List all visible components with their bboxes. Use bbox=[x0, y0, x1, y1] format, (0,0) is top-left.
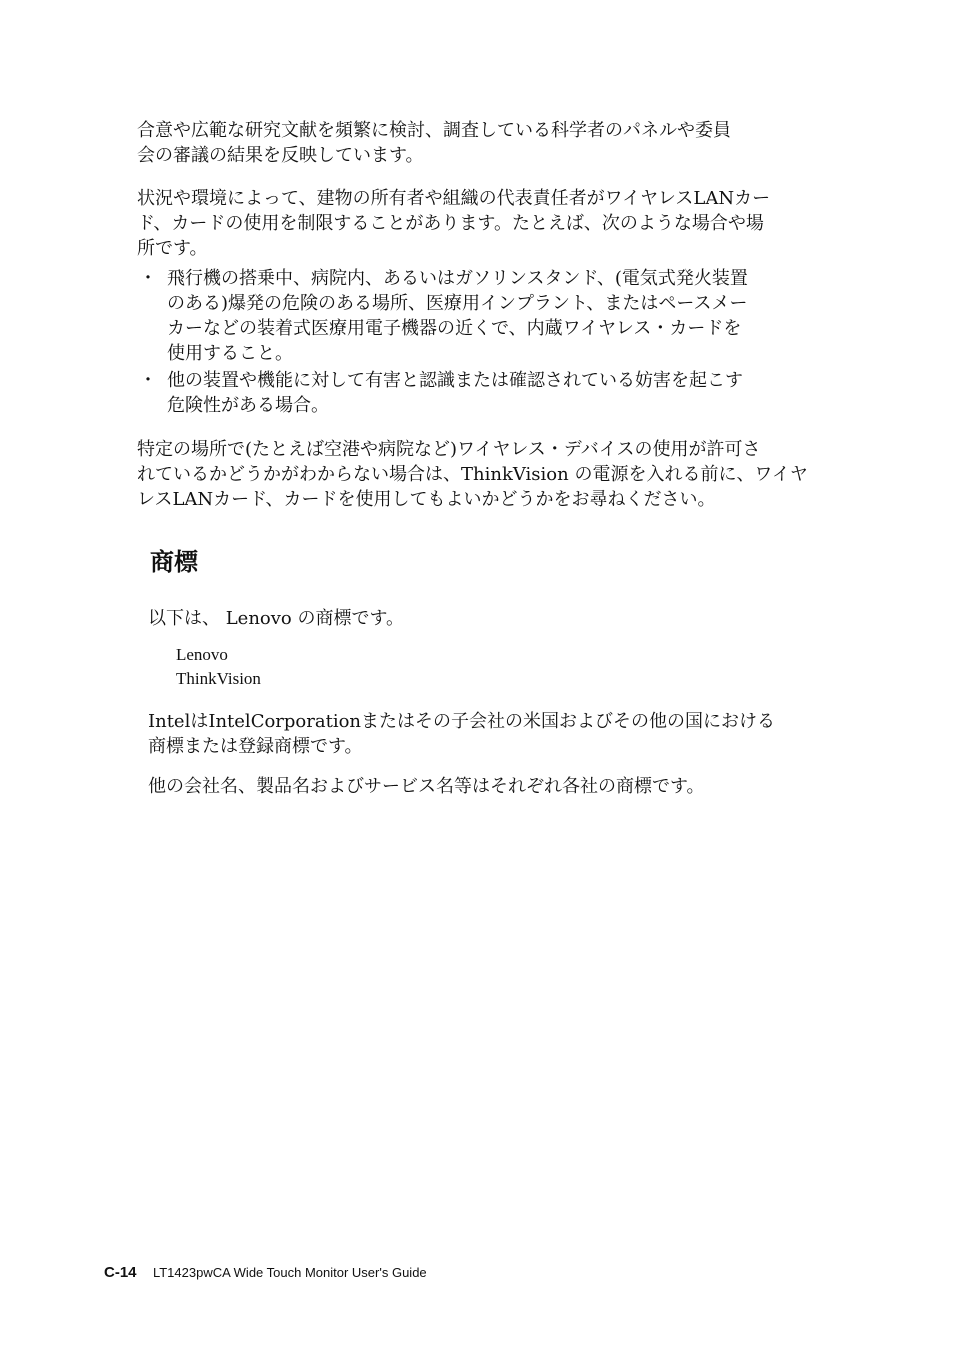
page-number: C-14 bbox=[104, 1264, 137, 1281]
text-line: 状況や環境によって、建物の所有者や組織の代表責任者がワイヤレスLANカー bbox=[137, 188, 771, 209]
text-line: のある)爆発の危険のある場所、医療用インプラント、またはペースメー bbox=[167, 293, 748, 314]
text-line: 特定の場所で(たとえば空港や病院など)ワイヤレス・デバイスの使用が許可さ bbox=[137, 439, 761, 460]
text-line: IntelはIntelCorporationまたはその子会社の米国およびその他の国における bbox=[148, 711, 776, 732]
paragraph-permission bbox=[137, 437, 808, 512]
text-line: ド、カードの使用を制限することがあります。たとえば、次のような場合や場 bbox=[137, 213, 764, 234]
text-line: 使用すること。 bbox=[167, 343, 293, 364]
trademark-item: ThinkVision bbox=[176, 669, 261, 688]
text-line: 飛行機の搭乗中、病院内、あるいはガソリンスタンド、(電気式発火装置 bbox=[167, 268, 748, 289]
text-line: カーなどの装着式医療用電子機器の近くで、内蔵ワイヤレス・カードを bbox=[167, 318, 742, 339]
text-line: 所です。 bbox=[137, 238, 208, 259]
paragraph-restrictions bbox=[137, 186, 770, 261]
text-line: 合意や広範な研究文献を頻繁に検討、調査している科学者のパネルや委員 bbox=[137, 120, 731, 141]
paragraph-other-trademarks: 他の会社名、製品名およびサービス名等はそれぞれ各社の商標です。 bbox=[148, 776, 705, 797]
bullet-mark: ・ bbox=[139, 268, 157, 289]
trademark-item: Lenovo bbox=[176, 645, 228, 664]
page-footer bbox=[104, 1264, 427, 1282]
text-line: 会の審議の結果を反映しています。 bbox=[137, 145, 424, 166]
text-line: れているかどうかがわからない場合は、ThinkVision の電源を入れる前に、ワイヤ bbox=[137, 464, 808, 485]
paragraph-consensus bbox=[137, 118, 731, 168]
text-line: 商標または登録商標です。 bbox=[148, 736, 363, 757]
bullet-mark: ・ bbox=[139, 370, 157, 391]
trademark-intro: 以下は、 Lenovo の商標です。 bbox=[148, 608, 405, 629]
section-heading-trademarks: 商標 bbox=[150, 548, 198, 576]
text-line: レスLANカード、カードを使用してもよいかどうかをお尋ねください。 bbox=[137, 489, 716, 510]
text-line: 他の装置や機能に対して有害と認識または確認されている妨害を起こす bbox=[167, 370, 743, 391]
paragraph-intel-trademark bbox=[148, 709, 775, 759]
document-title: LT1423pwCA Wide Touch Monitor User's Guide bbox=[152, 1265, 427, 1280]
text-line: 危険性がある場合。 bbox=[167, 395, 329, 416]
